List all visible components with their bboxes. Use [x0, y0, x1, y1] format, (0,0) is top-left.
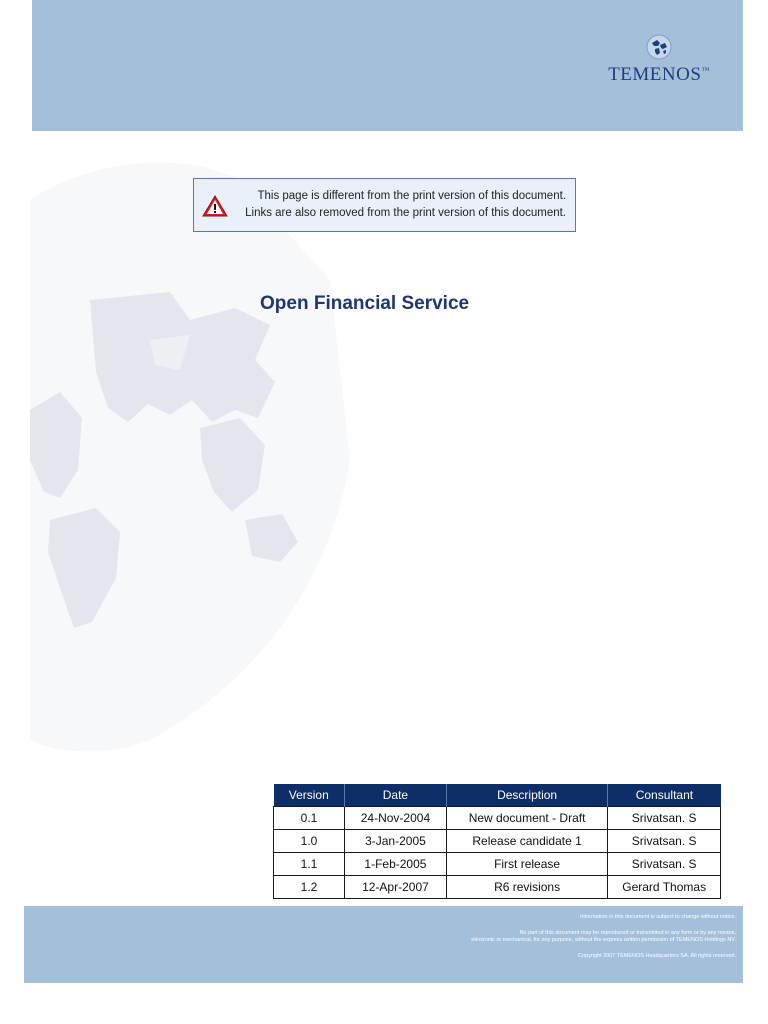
notice-line-1: This page is different from the print version of this document. — [257, 190, 566, 202]
consultant-cell: Srivatsan. S — [608, 830, 721, 853]
table-header-row — [274, 784, 721, 807]
footer-legal-text — [471, 914, 736, 960]
version-cell: 1.2 — [274, 876, 345, 899]
description-cell: First release — [446, 853, 607, 876]
table-row — [274, 876, 721, 899]
consultant-cell: Srivatsan. S — [608, 807, 721, 830]
column-header-date: Date — [345, 784, 447, 807]
footer-line-4: Copyright 2007 TEMENOS Headquarters SA. All rights reserved. — [578, 952, 736, 959]
temenos-logo — [604, 34, 714, 86]
date-cell: 12-Apr-2007 — [345, 876, 447, 899]
globe-logo-icon — [646, 34, 672, 60]
version-cell: 0.1 — [274, 807, 345, 830]
version-cell: 1.0 — [274, 830, 345, 853]
table-row — [274, 853, 721, 876]
document-title: Open Financial Service — [260, 293, 470, 314]
consultant-cell: Srivatsan. S — [608, 853, 721, 876]
table-row — [274, 807, 721, 830]
footer-line-1: Information in this document is subject to change without notice. — [580, 914, 736, 920]
warning-icon — [202, 195, 228, 217]
notice-line-2: Links are also removed from the print version of this document. — [245, 207, 566, 219]
footer-line-3: electronic or mechanical, for any purpose, without the express written permission of TEMENOS Holdings NV. — [471, 937, 736, 943]
description-cell: R6 revisions — [446, 876, 607, 899]
column-header-description: Description — [446, 784, 607, 807]
table-row — [274, 830, 721, 853]
footer-line-2: No part of this document may be reproduced or transmitted in any form or by any means, — [519, 929, 736, 936]
column-header-version: Version — [274, 784, 345, 807]
date-cell: 3-Jan-2005 — [345, 830, 447, 853]
print-version-notice — [193, 178, 576, 232]
consultant-cell: Gerard Thomas — [608, 876, 721, 899]
column-header-consultant: Consultant — [608, 784, 721, 807]
version-history-table — [273, 784, 721, 899]
brand-name: TEMENOS™ — [608, 64, 710, 85]
world-globe-background — [30, 160, 350, 760]
description-cell: New document - Draft — [446, 807, 607, 830]
date-cell: 24-Nov-2004 — [345, 807, 447, 830]
version-cell: 1.1 — [274, 853, 345, 876]
description-cell: Release candidate 1 — [446, 830, 607, 853]
date-cell: 1-Feb-2005 — [345, 853, 447, 876]
